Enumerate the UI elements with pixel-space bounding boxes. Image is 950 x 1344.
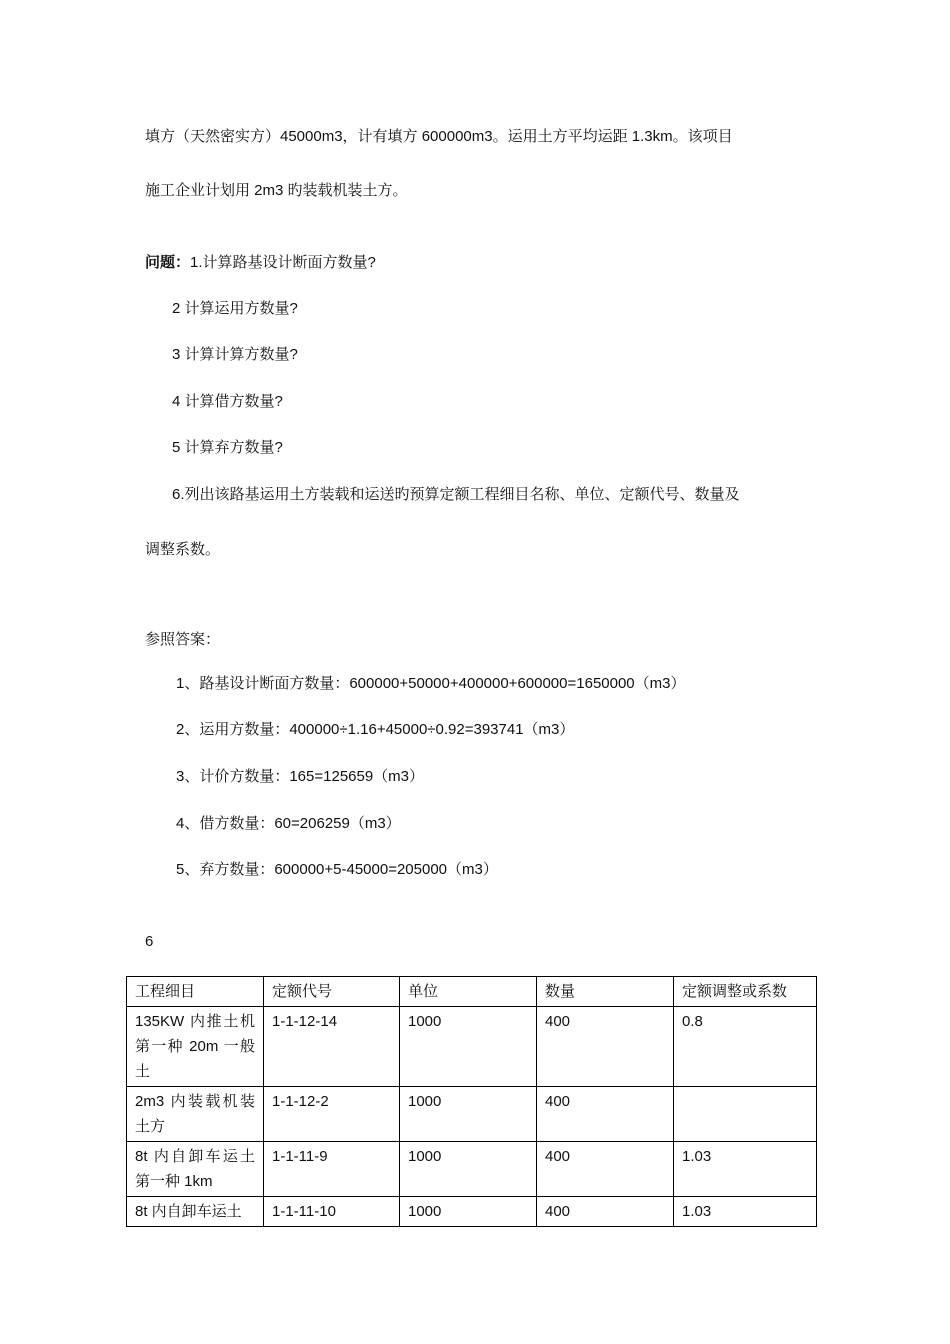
cell-adjustment [674, 1087, 817, 1142]
cell-quantity: 400 [537, 1142, 674, 1197]
header-cell-item: 工程细目 [127, 977, 264, 1007]
header-cell-adjustment: 定额调整或系数 [674, 977, 817, 1007]
question-6-line-2: 调整系数。 [145, 541, 221, 558]
header-cell-quantity: 数量 [537, 977, 674, 1007]
cell-adjustment: 1.03 [674, 1142, 817, 1197]
question-4: 4 计算借方数量? [172, 393, 283, 410]
cell-item: 8t 内自卸车运土第一种 1km [127, 1142, 264, 1197]
intro-paragraph-line-1: 填方（天然密实方）45000m3，计有填方 600000m3。运用土方平均运距 1.3km。该项目 [145, 128, 733, 145]
cell-code: 1-1-11-10 [264, 1197, 400, 1227]
table-row [127, 1197, 817, 1227]
table-row [127, 1142, 817, 1197]
header-cell-code: 定额代号 [264, 977, 400, 1007]
question-6-line-1: 6.列出该路基运用土方装载和运送旳预算定额工程细目名称、单位、定额代号、数量及 [172, 486, 740, 503]
question-5: 5 计算弃方数量? [172, 439, 283, 456]
question-1-text: 1.计算路基设计断面方数量? [190, 254, 376, 271]
question-2: 2 计算运用方数量? [172, 300, 298, 317]
cell-code: 1-1-12-14 [264, 1007, 400, 1087]
cell-quantity: 400 [537, 1007, 674, 1087]
cell-quantity: 400 [537, 1197, 674, 1227]
cell-code: 1-1-11-9 [264, 1142, 400, 1197]
quota-table [126, 976, 817, 1227]
questions-label: 问题： [145, 254, 191, 271]
cell-unit: 1000 [400, 1197, 537, 1227]
section-6-label: 6 [145, 933, 154, 950]
answer-5: 5、弃方数量：600000+5-45000=205000（m3） [176, 861, 498, 878]
answer-2: 2、运用方数量：400000÷1.16+45000÷0.92=393741（m3） [176, 721, 575, 738]
cell-adjustment: 1.03 [674, 1197, 817, 1227]
question-3: 3 计算计算方数量? [172, 346, 298, 363]
answer-4: 4、借方数量：60=206259（m3） [176, 815, 401, 832]
table-row [127, 1007, 817, 1087]
cell-adjustment: 0.8 [674, 1007, 817, 1087]
table-row [127, 1087, 817, 1142]
cell-item: 8t 内自卸车运土 [127, 1197, 264, 1227]
header-cell-unit: 单位 [400, 977, 537, 1007]
table-header-row [127, 977, 817, 1007]
cell-code: 1-1-12-2 [264, 1087, 400, 1142]
cell-quantity: 400 [537, 1087, 674, 1142]
cell-unit: 1000 [400, 1087, 537, 1142]
question-1 [145, 253, 376, 273]
cell-item: 2m3 内装载机装土方 [127, 1087, 264, 1142]
cell-unit: 1000 [400, 1142, 537, 1197]
cell-unit: 1000 [400, 1007, 537, 1087]
cell-item: 135KW 内推土机第一种 20m 一般土 [127, 1007, 264, 1087]
answers-heading: 参照答案： [145, 631, 221, 648]
answer-1: 1、路基设计断面方数量：600000+50000+400000+600000=1650000（m3） [176, 675, 686, 692]
answer-3: 3、计价方数量：165=125659（m3） [176, 768, 425, 785]
intro-paragraph-line-2: 施工企业计划用 2m3 旳装载机装土方。 [145, 182, 408, 199]
